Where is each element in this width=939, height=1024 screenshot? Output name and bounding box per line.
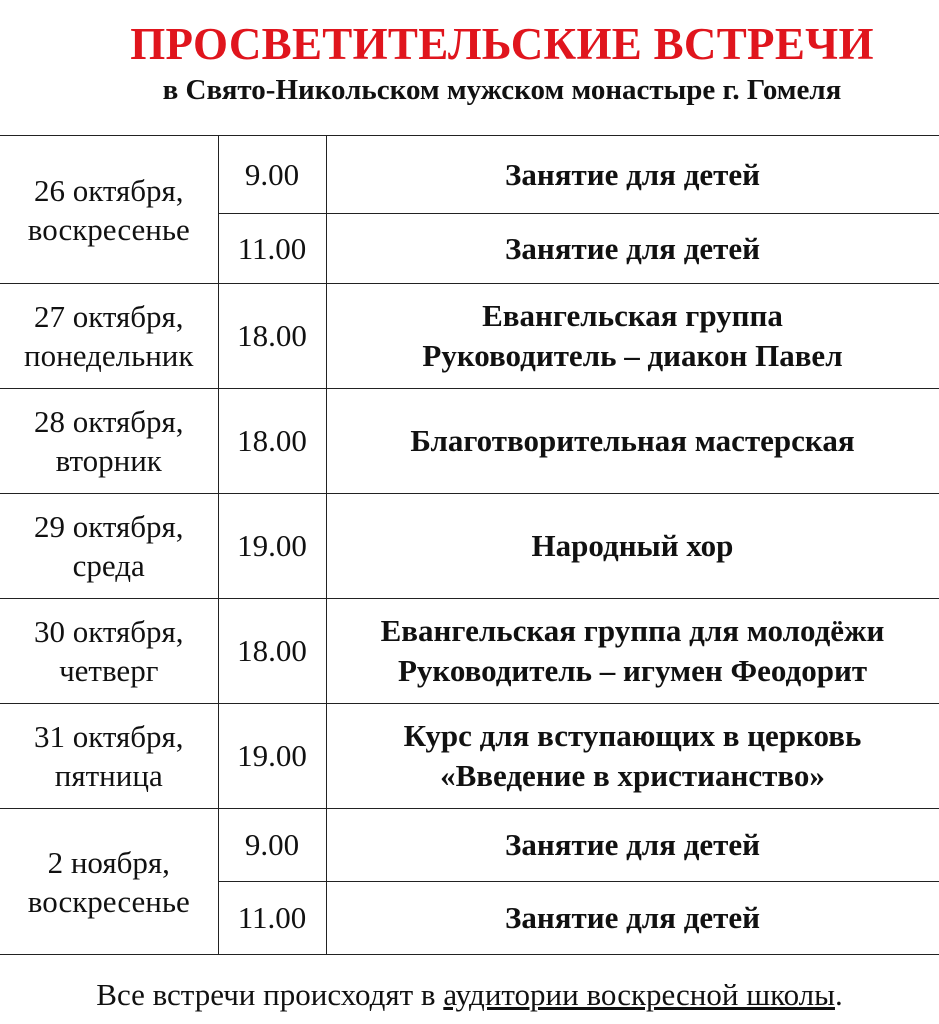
schedule-row	[0, 494, 939, 599]
date-cell: 27 октября, понедельник	[0, 284, 218, 389]
page-title: ПРОСВЕТИТЕЛЬСКИЕ ВСТРЕЧИ	[130, 19, 874, 69]
event-cell: Курс для вступающих в церковь «Введение в христианство»	[326, 704, 939, 809]
footer-period: .	[834, 977, 843, 1012]
event-cell: Занятие для детей	[326, 214, 939, 284]
event-cell: Занятие для детей	[326, 809, 939, 882]
schedule-row	[0, 809, 939, 882]
date-cell: 31 октября, пятница	[0, 704, 218, 809]
schedule-row	[0, 136, 939, 214]
time-cell: 11.00	[218, 214, 326, 284]
date-cell: 29 октября, среда	[0, 494, 218, 599]
event-cell: Занятие для детей	[326, 136, 939, 214]
date-cell: 2 ноября, воскресенье	[0, 809, 218, 955]
event-cell: Евангельская группа Руководитель – диакон Павел	[326, 284, 939, 389]
time-cell: 11.00	[218, 882, 326, 955]
page-subtitle: в Свято-Никольском мужском монастыре г. Гомеля	[162, 74, 842, 106]
event-cell: Благотворительная мастерская	[326, 389, 939, 494]
event-cell: Евангельская группа для молодёжи Руководитель – игумен Феодорит	[326, 599, 939, 704]
time-cell: 19.00	[218, 704, 326, 809]
schedule-row	[0, 284, 939, 389]
date-cell: 26 октября, воскресенье	[0, 136, 218, 284]
date-cell: 30 октября, четверг	[0, 599, 218, 704]
footer-note	[0, 975, 939, 1015]
time-cell: 18.00	[218, 599, 326, 704]
time-cell: 18.00	[218, 389, 326, 494]
time-cell: 9.00	[218, 809, 326, 882]
school-auditorium-link[interactable]: аудитории воскресной школы	[443, 977, 835, 1012]
event-cell: Занятие для детей	[326, 882, 939, 955]
event-cell: Народный хор	[326, 494, 939, 599]
schedule-table	[0, 135, 939, 955]
schedule-row	[0, 599, 939, 704]
schedule-row	[0, 389, 939, 494]
time-cell: 18.00	[218, 284, 326, 389]
footer-text: Все встречи происходят в	[96, 977, 444, 1012]
time-cell: 19.00	[218, 494, 326, 599]
schedule-row	[0, 704, 939, 809]
date-cell: 28 октября, вторник	[0, 389, 218, 494]
time-cell: 9.00	[218, 136, 326, 214]
